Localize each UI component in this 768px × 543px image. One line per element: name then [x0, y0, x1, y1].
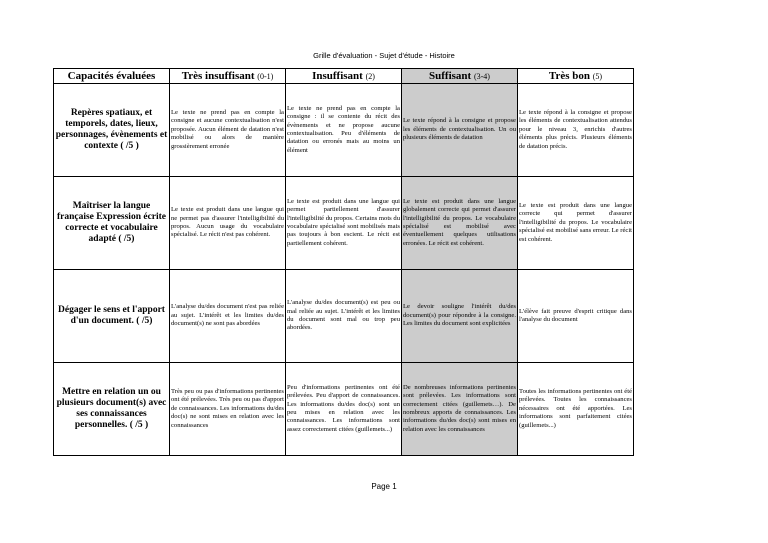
level-name: Insuffisant: [312, 70, 363, 82]
descriptor-cell: Le texte répond à la consigne et propose les éléments de contextualisation attendus pour le niveau 3, enrichis d'autres éléments plus précis. Plusieurs éléments de datation précis.: [518, 84, 634, 177]
level-range: (3-4): [473, 72, 490, 81]
header-row: [54, 69, 634, 84]
capacity-cell: Dégager le sens et l'apport d'un document. ( /5): [54, 270, 170, 363]
header-level-insufficient: [286, 69, 402, 84]
descriptor-cell: De nombreuses informations pertinentes sont prélevées. Les informations sont correctement citées (guillemets…). De nombreux apports de connaissances. Les informations du/des doc(s) sont mises en relation avec les connaissances: [402, 363, 518, 456]
descriptor-cell: L'analyse du/des document n'est pas reliée au sujet. L'intérêt et les limites du/des document(s) ne sont pas abordées: [170, 270, 286, 363]
table-row: [54, 270, 634, 363]
level-range: (2): [365, 72, 375, 81]
level-range: (5): [592, 72, 603, 81]
document-title: Grille d'évaluation - Sujet d'étude - Histoire: [313, 51, 455, 60]
descriptor-cell: Le texte répond à la consigne et propose les éléments de contextualisation. Un ou plusieurs éléments de datation: [402, 84, 518, 177]
descriptor-cell: Le texte est produit dans une langue correcte qui permet d'assurer l'intelligibilité du propos. Le vocabulaire spécialisé est mobilisé sans erreur. Le récit est cohérent.: [518, 177, 634, 270]
header-level-very-good: [518, 69, 634, 84]
descriptor-cell: L'élève fait preuve d'esprit critique dans l'analyse du document: [518, 270, 634, 363]
page-number: Page 1: [371, 482, 397, 491]
descriptor-cell: Le texte ne prend pas en compte la consigne : il se contente du récit des évènements et ne propose aucune contextualisation. Peu d'éléments de datation ou erronés mais au moins un élément: [286, 84, 402, 177]
header-capacities: Capacités évaluées: [54, 69, 170, 84]
level-name: Très bon: [548, 70, 590, 82]
descriptor-cell: Très peu ou pas d'informations pertinentes ont été prélevées. Très peu ou pas d'apport de connaissances. Les informations du/des doc(s) ne sont mises en relation avec les connaissances: [170, 363, 286, 456]
header-level-very-insufficient: [170, 69, 286, 84]
table-row: [54, 177, 634, 270]
level-range: (0-1): [257, 72, 274, 81]
descriptor-cell: L'analyse du/des document(s) est peu ou mal reliée au sujet. L'intérêt et les limites du document sont mal ou trop peu abordées.: [286, 270, 402, 363]
level-name: Très insuffisant: [181, 70, 255, 82]
evaluation-grid: [53, 68, 634, 456]
table-row: [54, 84, 634, 177]
capacity-cell: Repères spatiaux, et temporels, dates, lieux, personnages, évènements et contexte ( /5 ): [54, 84, 170, 177]
capacity-cell: Maîtriser la langue française Expression écrite correcte et vocabulaire adapté ( /5): [54, 177, 170, 270]
table-row: [54, 363, 634, 456]
descriptor-cell: Le texte ne prend pas en compte la consigne et aucune contextualisation n'est proposée. Aucun élément de datation n'est mobilisé ou alors de manière grossièrement erronée: [170, 84, 286, 177]
descriptor-cell: Le texte est produit dans une langue qui permet partiellement d'assurer l'intelligibilité du propos. Certains mots du vocabulaire spécialisé sont mobilisés mais pas toujours à bon escient. Le récit est partiellement cohérent.: [286, 177, 402, 270]
descriptor-cell: Peu d'informations pertinentes ont été prélevées. Peu d'apport de connaissances. Les informations du/des doc(s) sont un peu mises en relation avec les connaissances. Les informations sont assez correctement citées (guillemets...): [286, 363, 402, 456]
descriptor-cell: Toutes les informations pertinentes ont été prélevées. Toutes les connaissances nécessaires ont été apportées. Les informations sont parfaitement citées (guillemets...): [518, 363, 634, 456]
level-name: Suffisant: [429, 70, 472, 82]
header-level-sufficient: [402, 69, 518, 84]
descriptor-cell: Le texte est produit dans une langue qui ne permet pas d'assurer l'intelligibilité du propos. Aucun usage du vocabulaire spécialisé. Le récit n'est pas cohérent.: [170, 177, 286, 270]
descriptor-cell: Le devoir souligne l'intérêt du/des document(s) pour répondre à la consigne. Les limites du document sont explicitées: [402, 270, 518, 363]
descriptor-cell: Le texte est produit dans une langue globalement correcte qui permet d'assurer l'intelligibilité du propos. Le vocabulaire spécialisé est mobilisé avec éventuellement quelques utilisations erronées. Le récit est cohérent.: [402, 177, 518, 270]
capacity-cell: Mettre en relation un ou plusieurs document(s) avec ses connaissances personnelles. ( /5 ): [54, 363, 170, 456]
